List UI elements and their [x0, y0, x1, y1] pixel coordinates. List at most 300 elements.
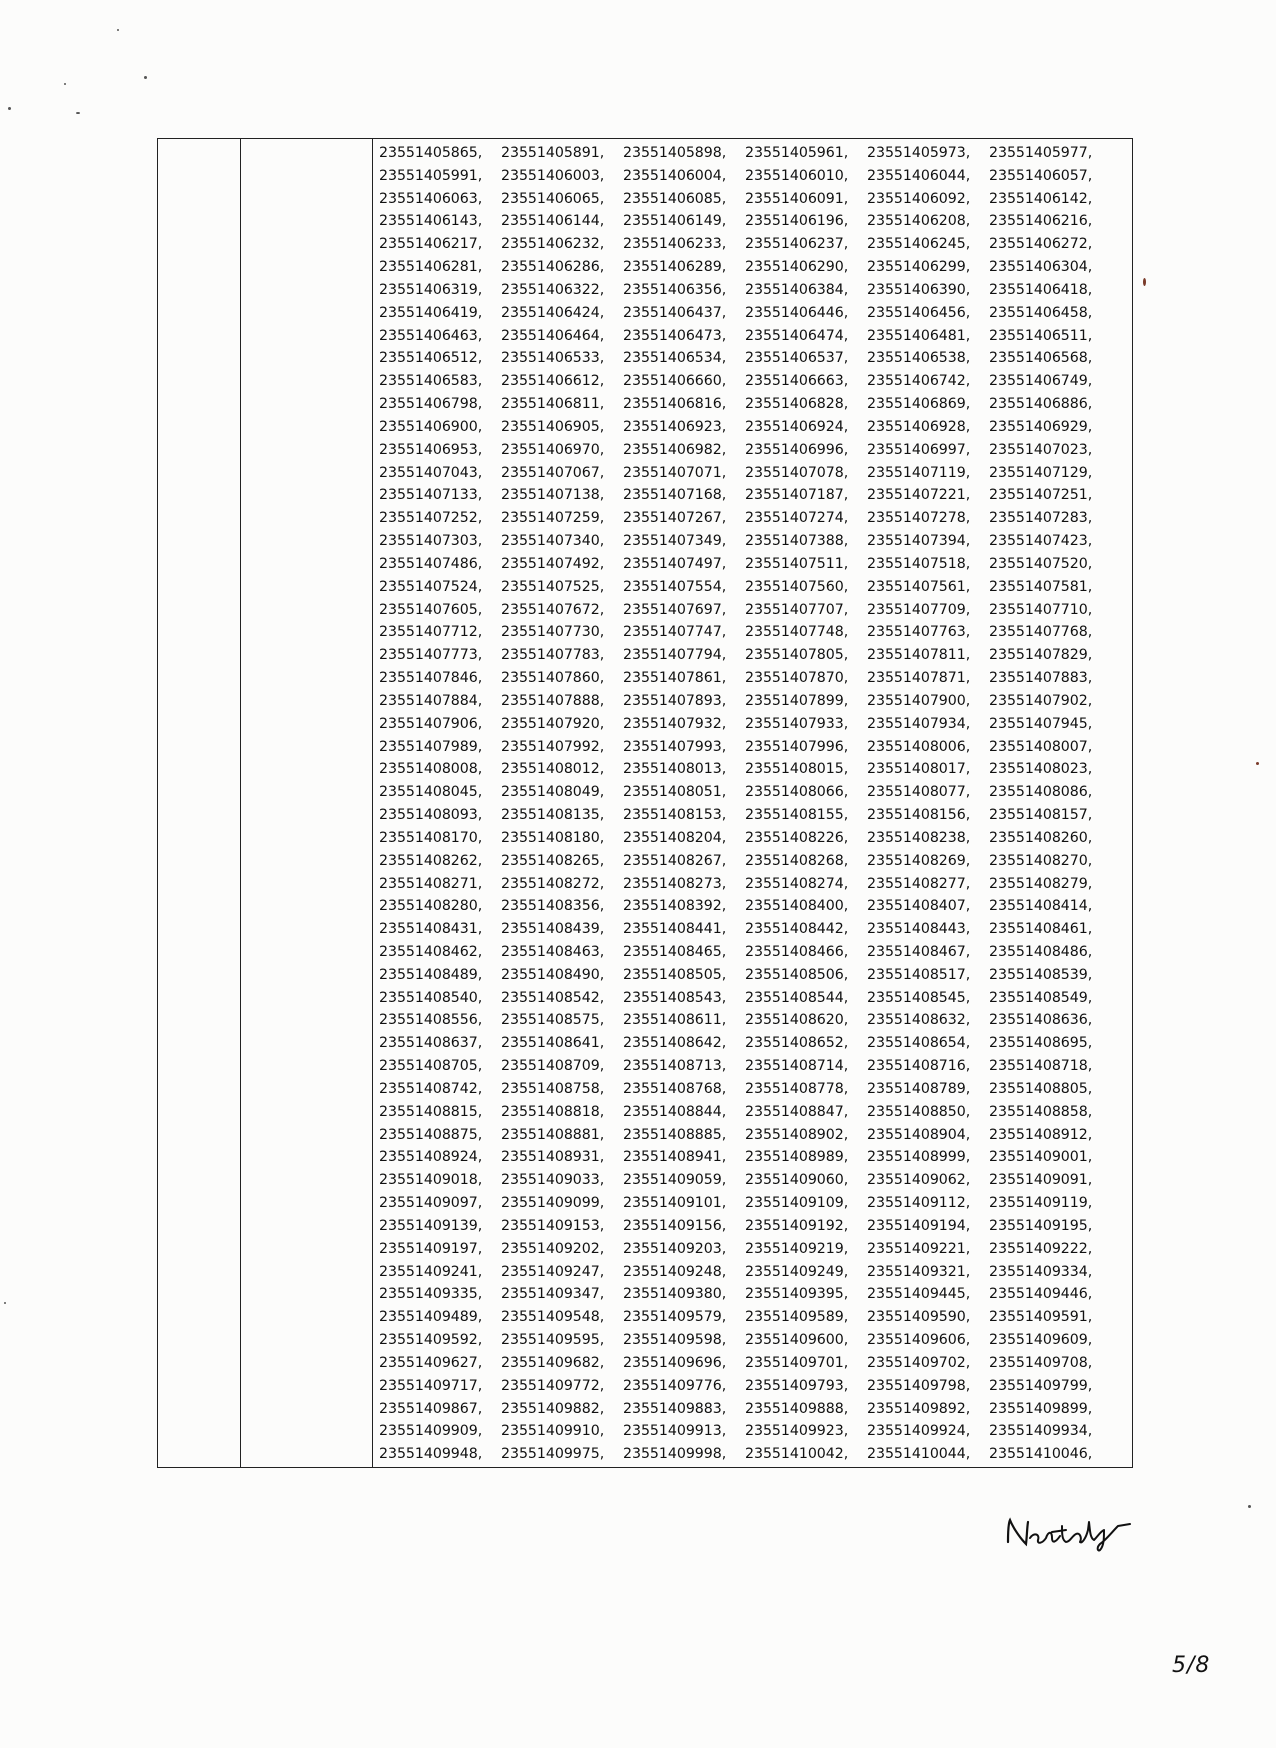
roll-number-row — [379, 713, 1128, 736]
roll-number: 23551407133, — [379, 487, 483, 504]
roll-number-row — [379, 599, 1128, 622]
roll-number: 23551407554, — [623, 578, 727, 595]
roll-number-row — [379, 895, 1128, 918]
roll-number: 23551406418, — [989, 281, 1093, 298]
roll-number: 23551408778, — [745, 1080, 849, 1097]
roll-number: 23551407187, — [745, 487, 849, 504]
roll-number-row — [379, 302, 1128, 325]
roll-number-row — [379, 279, 1128, 302]
roll-number: 23551406996, — [745, 441, 849, 458]
roll-number: 23551408267, — [623, 852, 727, 869]
roll-number: 23551408392, — [623, 898, 727, 915]
roll-number: 23551410046, — [989, 1446, 1093, 1463]
roll-number-row — [379, 758, 1128, 781]
roll-number: 23551406512, — [379, 350, 483, 367]
roll-number: 23551407829, — [989, 647, 1093, 664]
roll-number: 23551408269, — [867, 852, 971, 869]
roll-number: 23551409248, — [623, 1263, 727, 1280]
roll-number: 23551408280, — [379, 898, 483, 915]
roll-number: 23551406456, — [867, 304, 971, 321]
roll-number: 23551408885, — [623, 1126, 727, 1143]
roll-number: 23551409091, — [989, 1172, 1093, 1189]
roll-number: 23551409139, — [379, 1217, 483, 1234]
roll-number: 23551408714, — [745, 1058, 849, 1075]
roll-number: 23551407707, — [745, 601, 849, 618]
roll-number: 23551407581, — [989, 578, 1093, 595]
roll-number: 23551407773, — [379, 647, 483, 664]
roll-number: 23551408517, — [867, 966, 971, 983]
roll-number-row — [379, 781, 1128, 804]
roll-number: 23551408931, — [501, 1149, 605, 1166]
roll-number-row — [379, 1192, 1128, 1215]
roll-number: 23551408466, — [745, 943, 849, 960]
roll-number: 23551407119, — [867, 464, 971, 481]
roll-number: 23551409888, — [745, 1400, 849, 1417]
roll-number: 23551409347, — [501, 1286, 605, 1303]
roll-number: 23551408850, — [867, 1103, 971, 1120]
roll-number: 23551406663, — [745, 373, 849, 390]
roll-number: 23551409033, — [501, 1172, 605, 1189]
roll-number: 23551406144, — [501, 213, 605, 230]
roll-number: 23551408654, — [867, 1035, 971, 1052]
roll-number: 23551407712, — [379, 624, 483, 641]
roll-number: 23551406092, — [867, 190, 971, 207]
roll-number: 23551408265, — [501, 852, 605, 869]
scan-speck — [117, 29, 119, 31]
roll-number: 23551407989, — [379, 738, 483, 755]
roll-number-row — [379, 667, 1128, 690]
roll-number: 23551408989, — [745, 1149, 849, 1166]
roll-number: 23551408875, — [379, 1126, 483, 1143]
roll-number: 23551408789, — [867, 1080, 971, 1097]
roll-number: 23551408641, — [501, 1035, 605, 1052]
roll-number: 23551407932, — [623, 715, 727, 732]
roll-number: 23551405973, — [867, 145, 971, 161]
roll-number-row — [379, 1352, 1128, 1375]
roll-number: 23551408912, — [989, 1126, 1093, 1143]
roll-number: 23551408545, — [867, 989, 971, 1006]
roll-number: 23551408135, — [501, 807, 605, 824]
roll-number: 23551409101, — [623, 1195, 727, 1212]
scan-speck — [1248, 1505, 1251, 1508]
roll-number-row — [379, 1124, 1128, 1147]
roll-number: 23551407221, — [867, 487, 971, 504]
roll-number: 23551406299, — [867, 259, 971, 276]
roll-number: 23551408611, — [623, 1012, 727, 1029]
roll-number: 23551408008, — [379, 761, 483, 778]
roll-number: 23551408544, — [745, 989, 849, 1006]
roll-number-row — [379, 233, 1128, 256]
scan-speck — [144, 76, 147, 79]
roll-number-row — [379, 1261, 1128, 1284]
roll-number: 23551406474, — [745, 327, 849, 344]
scan-speck — [8, 107, 11, 110]
roll-number: 23551408490, — [501, 966, 605, 983]
roll-number: 23551409321, — [867, 1263, 971, 1280]
roll-number-row — [379, 1101, 1128, 1124]
roll-number-row — [379, 484, 1128, 507]
roll-number: 23551409153, — [501, 1217, 605, 1234]
roll-number: 23551406286, — [501, 259, 605, 276]
roll-number: 23551406660, — [623, 373, 727, 390]
roll-number: 23551409059, — [623, 1172, 727, 1189]
roll-number: 23551409112, — [867, 1195, 971, 1212]
roll-number: 23551408204, — [623, 829, 727, 846]
roll-number: 23551409717, — [379, 1377, 483, 1394]
roll-number-row — [379, 507, 1128, 530]
roll-number: 23551409592, — [379, 1332, 483, 1349]
roll-number: 23551406583, — [379, 373, 483, 390]
roll-number: 23551409219, — [745, 1240, 849, 1257]
roll-number: 23551407860, — [501, 670, 605, 687]
roll-number-row — [379, 1398, 1128, 1421]
roll-number: 23551408441, — [623, 921, 727, 938]
roll-number: 23551408718, — [989, 1058, 1093, 1075]
roll-number: 23551407071, — [623, 464, 727, 481]
roll-number: 23551406905, — [501, 418, 605, 435]
roll-number-row — [379, 416, 1128, 439]
roll-number: 23551406057, — [989, 167, 1093, 184]
roll-number: 23551408268, — [745, 852, 849, 869]
roll-number: 23551409883, — [623, 1400, 727, 1417]
roll-number: 23551408768, — [623, 1080, 727, 1097]
roll-number: 23551406322, — [501, 281, 605, 298]
roll-number: 23551407747, — [623, 624, 727, 641]
roll-number: 23551408180, — [501, 829, 605, 846]
roll-number: 23551408620, — [745, 1012, 849, 1029]
roll-number: 23551407899, — [745, 692, 849, 709]
roll-number: 23551409899, — [989, 1400, 1093, 1417]
roll-number: 23551408858, — [989, 1103, 1093, 1120]
roll-number-row — [379, 165, 1128, 188]
roll-number: 23551408539, — [989, 966, 1093, 983]
roll-number: 23551409197, — [379, 1240, 483, 1257]
roll-number: 23551406537, — [745, 350, 849, 367]
roll-number: 23551407561, — [867, 578, 971, 595]
scan-speck — [76, 112, 80, 114]
roll-number: 23551408414, — [989, 898, 1093, 915]
roll-number: 23551407605, — [379, 601, 483, 618]
roll-number: 23551408462, — [379, 943, 483, 960]
roll-number: 23551406612, — [501, 373, 605, 390]
roll-number-row — [379, 439, 1128, 462]
roll-number: 23551407934, — [867, 715, 971, 732]
roll-number: 23551409591, — [989, 1309, 1093, 1326]
roll-number: 23551407870, — [745, 670, 849, 687]
roll-number: 23551405961, — [745, 145, 849, 161]
roll-number: 23551407486, — [379, 555, 483, 572]
roll-number: 23551407920, — [501, 715, 605, 732]
roll-number: 23551408844, — [623, 1103, 727, 1120]
roll-number-row — [379, 1215, 1128, 1238]
roll-number: 23551408226, — [745, 829, 849, 846]
roll-number: 23551407710, — [989, 601, 1093, 618]
roll-number: 23551407283, — [989, 510, 1093, 527]
roll-number: 23551409948, — [379, 1446, 483, 1463]
roll-number: 23551408170, — [379, 829, 483, 846]
roll-number: 23551409998, — [623, 1446, 727, 1463]
roll-number: 23551406742, — [867, 373, 971, 390]
roll-number: 23551406384, — [745, 281, 849, 298]
roll-number: 23551407945, — [989, 715, 1093, 732]
roll-number: 23551406216, — [989, 213, 1093, 230]
roll-number: 23551408443, — [867, 921, 971, 938]
roll-number: 23551405977, — [989, 145, 1093, 161]
roll-number: 23551408407, — [867, 898, 971, 915]
roll-number: 23551406390, — [867, 281, 971, 298]
roll-number: 23551409001, — [989, 1149, 1093, 1166]
roll-number-row — [379, 964, 1128, 987]
scan-speck — [64, 83, 66, 85]
roll-number: 23551409598, — [623, 1332, 727, 1349]
roll-number: 23551407518, — [867, 555, 971, 572]
roll-number: 23551407340, — [501, 533, 605, 550]
roll-number: 23551406463, — [379, 327, 483, 344]
roll-number-table — [157, 138, 1133, 1468]
roll-number: 23551406272, — [989, 236, 1093, 253]
roll-number: 23551409772, — [501, 1377, 605, 1394]
roll-number: 23551407906, — [379, 715, 483, 732]
roll-number: 23551407043, — [379, 464, 483, 481]
roll-number: 23551409913, — [623, 1423, 727, 1440]
roll-number: 23551408270, — [989, 852, 1093, 869]
roll-number: 23551406923, — [623, 418, 727, 435]
roll-number: 23551406811, — [501, 396, 605, 413]
roll-number-row — [379, 142, 1128, 165]
roll-number: 23551407861, — [623, 670, 727, 687]
scan-speck — [1143, 278, 1146, 286]
roll-number: 23551407794, — [623, 647, 727, 664]
roll-number: 23551409867, — [379, 1400, 483, 1417]
roll-number-row — [379, 1443, 1128, 1466]
roll-number-row — [379, 1032, 1128, 1055]
roll-number: 23551407349, — [623, 533, 727, 550]
roll-number: 23551408815, — [379, 1103, 483, 1120]
roll-number-list — [379, 142, 1128, 1466]
roll-number: 23551407846, — [379, 670, 483, 687]
roll-number: 23551409489, — [379, 1309, 483, 1326]
roll-number: 23551406063, — [379, 190, 483, 207]
roll-number: 23551406953, — [379, 441, 483, 458]
roll-number: 23551409682, — [501, 1354, 605, 1371]
roll-number: 23551408556, — [379, 1012, 483, 1029]
roll-number: 23551408636, — [989, 1012, 1093, 1029]
roll-number: 23551406997, — [867, 441, 971, 458]
roll-number: 23551408015, — [745, 761, 849, 778]
roll-number: 23551406511, — [989, 327, 1093, 344]
roll-number: 23551407524, — [379, 578, 483, 595]
roll-number: 23551409241, — [379, 1263, 483, 1280]
roll-number: 23551409924, — [867, 1423, 971, 1440]
roll-number-row — [379, 530, 1128, 553]
roll-number: 23551407996, — [745, 738, 849, 755]
roll-number: 23551409708, — [989, 1354, 1093, 1371]
roll-number-row — [379, 941, 1128, 964]
roll-number-row — [379, 690, 1128, 713]
roll-number: 23551408642, — [623, 1035, 727, 1052]
roll-number: 23551408463, — [501, 943, 605, 960]
roll-number: 23551409609, — [989, 1332, 1093, 1349]
roll-number-row — [379, 462, 1128, 485]
scan-speck — [1256, 762, 1259, 765]
roll-number: 23551409222, — [989, 1240, 1093, 1257]
roll-number: 23551406004, — [623, 167, 727, 184]
roll-number-row — [379, 804, 1128, 827]
roll-number: 23551407888, — [501, 692, 605, 709]
roll-number: 23551406085, — [623, 190, 727, 207]
roll-number: 23551407251, — [989, 487, 1093, 504]
roll-number: 23551408847, — [745, 1103, 849, 1120]
roll-number: 23551409060, — [745, 1172, 849, 1189]
roll-number: 23551405891, — [501, 145, 605, 161]
roll-number: 23551409696, — [623, 1354, 727, 1371]
roll-number-row — [379, 188, 1128, 211]
roll-number: 23551408356, — [501, 898, 605, 915]
roll-number: 23551409910, — [501, 1423, 605, 1440]
roll-number-row — [379, 393, 1128, 416]
roll-number-row — [379, 256, 1128, 279]
roll-number: 23551410042, — [745, 1446, 849, 1463]
roll-number: 23551406446, — [745, 304, 849, 321]
roll-number: 23551409194, — [867, 1217, 971, 1234]
roll-number-row — [379, 1055, 1128, 1078]
roll-number-row — [379, 370, 1128, 393]
roll-number: 23551407388, — [745, 533, 849, 550]
roll-number: 23551408713, — [623, 1058, 727, 1075]
roll-number: 23551408013, — [623, 761, 727, 778]
roll-number: 23551407933, — [745, 715, 849, 732]
roll-number: 23551407902, — [989, 692, 1093, 709]
roll-number: 23551409798, — [867, 1377, 971, 1394]
roll-number: 23551407697, — [623, 601, 727, 618]
roll-number-row — [379, 576, 1128, 599]
roll-number: 23551408695, — [989, 1035, 1093, 1052]
roll-number: 23551406003, — [501, 167, 605, 184]
roll-number: 23551407560, — [745, 578, 849, 595]
roll-number-row — [379, 873, 1128, 896]
roll-number: 23551408941, — [623, 1149, 727, 1166]
roll-number: 23551407525, — [501, 578, 605, 595]
roll-number: 23551408505, — [623, 966, 727, 983]
roll-number: 23551407763, — [867, 624, 971, 641]
roll-number: 23551409335, — [379, 1286, 483, 1303]
roll-number: 23551409249, — [745, 1263, 849, 1280]
roll-number: 23551409445, — [867, 1286, 971, 1303]
roll-number-row — [379, 621, 1128, 644]
roll-number: 23551408260, — [989, 829, 1093, 846]
roll-number: 23551408023, — [989, 761, 1093, 778]
roll-number: 23551408086, — [989, 784, 1093, 801]
roll-number: 23551408157, — [989, 807, 1093, 824]
roll-number-row — [379, 325, 1128, 348]
roll-number: 23551408549, — [989, 989, 1093, 1006]
roll-number: 23551407259, — [501, 510, 605, 527]
roll-number: 23551409606, — [867, 1332, 971, 1349]
roll-number: 23551406900, — [379, 418, 483, 435]
roll-number: 23551410044, — [867, 1446, 971, 1463]
roll-number: 23551407884, — [379, 692, 483, 709]
roll-number: 23551409203, — [623, 1240, 727, 1257]
roll-number: 23551409119, — [989, 1195, 1093, 1212]
roll-number-row — [379, 850, 1128, 873]
roll-number: 23551406534, — [623, 350, 727, 367]
roll-number: 23551406749, — [989, 373, 1093, 390]
roll-number: 23551407168, — [623, 487, 727, 504]
roll-number: 23551406982, — [623, 441, 727, 458]
roll-number: 23551405865, — [379, 145, 483, 161]
roll-number: 23551409380, — [623, 1286, 727, 1303]
roll-number: 23551407511, — [745, 555, 849, 572]
roll-number: 23551408461, — [989, 921, 1093, 938]
roll-number: 23551409590, — [867, 1309, 971, 1326]
roll-number: 23551409097, — [379, 1195, 483, 1212]
roll-number-row — [379, 1238, 1128, 1261]
roll-number: 23551407783, — [501, 647, 605, 664]
roll-number: 23551408716, — [867, 1058, 971, 1075]
roll-number: 23551406149, — [623, 213, 727, 230]
roll-number: 23551407138, — [501, 487, 605, 504]
roll-number: 23551407423, — [989, 533, 1093, 550]
roll-number-row — [379, 644, 1128, 667]
roll-number-row — [379, 1078, 1128, 1101]
roll-number: 23551409882, — [501, 1400, 605, 1417]
roll-number: 23551409221, — [867, 1240, 971, 1257]
roll-number: 23551407267, — [623, 510, 727, 527]
roll-number: 23551408049, — [501, 784, 605, 801]
roll-number: 23551407748, — [745, 624, 849, 641]
roll-number: 23551406798, — [379, 396, 483, 413]
roll-number: 23551406424, — [501, 304, 605, 321]
roll-number: 23551409975, — [501, 1446, 605, 1463]
roll-number: 23551407883, — [989, 670, 1093, 687]
roll-number: 23551408758, — [501, 1080, 605, 1097]
roll-number: 23551408439, — [501, 921, 605, 938]
roll-number: 23551408153, — [623, 807, 727, 824]
roll-number: 23551407730, — [501, 624, 605, 641]
table-column-serial — [158, 139, 241, 1467]
roll-number: 23551406196, — [745, 213, 849, 230]
roll-number: 23551409627, — [379, 1354, 483, 1371]
roll-number: 23551409548, — [501, 1309, 605, 1326]
roll-number: 23551408155, — [745, 807, 849, 824]
roll-number: 23551408881, — [501, 1126, 605, 1143]
roll-number: 23551406091, — [745, 190, 849, 207]
roll-number-row — [379, 210, 1128, 233]
roll-number: 23551409109, — [745, 1195, 849, 1212]
roll-number: 23551406458, — [989, 304, 1093, 321]
roll-number: 23551406142, — [989, 190, 1093, 207]
roll-number: 23551406533, — [501, 350, 605, 367]
roll-number-row — [379, 1146, 1128, 1169]
roll-number: 23551408271, — [379, 875, 483, 892]
roll-number: 23551406289, — [623, 259, 727, 276]
roll-number: 23551406828, — [745, 396, 849, 413]
roll-number: 23551406319, — [379, 281, 483, 298]
roll-number-row — [379, 736, 1128, 759]
roll-number: 23551406065, — [501, 190, 605, 207]
roll-number: 23551406304, — [989, 259, 1093, 276]
roll-number: 23551406869, — [867, 396, 971, 413]
roll-number: 23551406929, — [989, 418, 1093, 435]
roll-number: 23551408279, — [989, 875, 1093, 892]
roll-number: 23551408012, — [501, 761, 605, 778]
roll-number: 23551408486, — [989, 943, 1093, 960]
roll-number: 23551408077, — [867, 784, 971, 801]
roll-number-row — [379, 987, 1128, 1010]
roll-number: 23551409776, — [623, 1377, 727, 1394]
roll-number: 23551407492, — [501, 555, 605, 572]
roll-number: 23551408262, — [379, 852, 483, 869]
